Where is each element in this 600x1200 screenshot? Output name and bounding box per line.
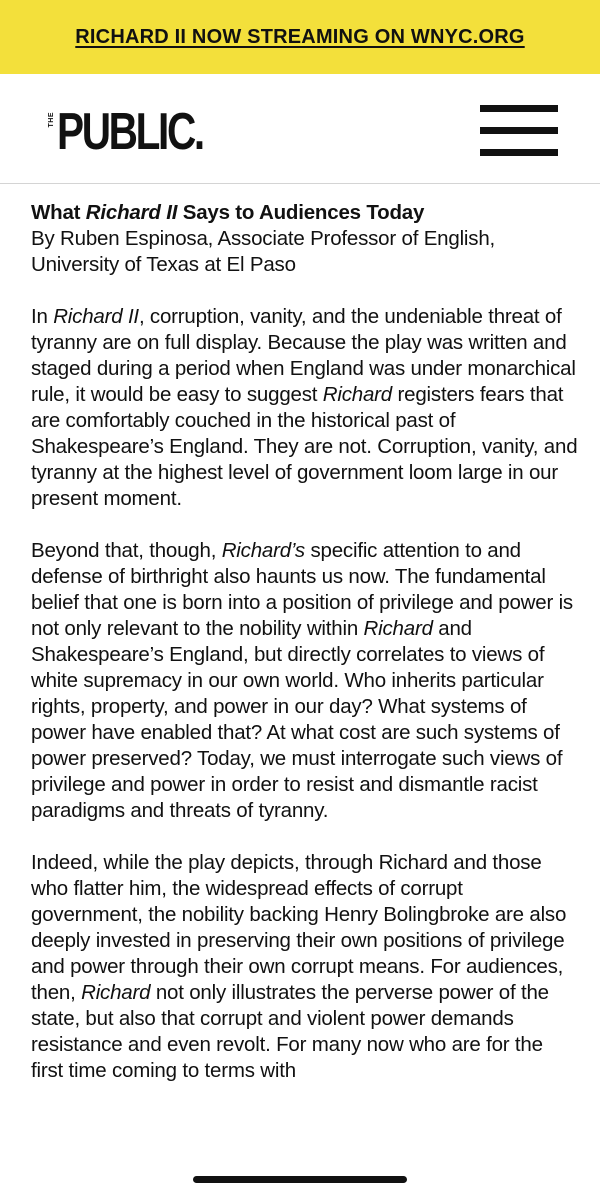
paragraph-3: Indeed, while the play depicts, through Richard and those who flatter him, the widespread effects of corrupt government, the nobility backing Henry Bolingbroke are also deeply invested in preserving their own positions of privilege and power through their own corrupt means. For audiences, then, Richard not only illustrates the perverse power of the state, but also that corrupt and violent power demands resistance and even revolt. For many now who are for the first time coming to terms with	[31, 851, 567, 1082]
paragraph-2: Beyond that, though, Richard’s specific attention to and defense of birthright also haunts us now. The fundamental belief that one is born into a position of privilege and power is not only relevant to the nobility within Richard and Shakespeare’s England, but directly correlates to views of white supremacy in our own world. Who inherits particular rights, property, and power in our day? What systems of power have enabled that? At what cost are such systems of power preserved? Today, we must interrogate such views of privilege and power in order to resist and dismantle racist paradigms and threats of tyranny.	[31, 539, 573, 822]
paragraph-1: In Richard II, corruption, vanity, and the undeniable threat of tyranny are on full display. Because the play was written and staged during a period when England was under monarchical rule, it would be easy to suggest Richard registers fears that are comfortably couched in the historical past of Shakespeare’s England. They are not. Corruption, vanity, and tyranny at the highest level of government loom large in our present moment.	[31, 305, 578, 510]
title-text: Says to Audiences Today	[177, 201, 425, 224]
menu-bar	[480, 149, 558, 156]
article-byline: By Ruben Espinosa, Associate Professor of English, University of Texas at El Paso	[31, 227, 496, 276]
article-title	[31, 200, 579, 226]
site-header	[0, 74, 600, 184]
logo-wordmark: PUBLIC.	[57, 103, 203, 161]
home-indicator[interactable]	[193, 1176, 407, 1183]
announcement-banner	[0, 0, 600, 74]
title-play-name: Richard II	[85, 201, 178, 224]
streaming-link[interactable]: RICHARD II NOW STREAMING ON WNYC.ORG	[75, 25, 525, 48]
public-theater-logo[interactable]	[48, 103, 244, 161]
hamburger-menu-icon[interactable]	[480, 105, 558, 157]
menu-bar	[480, 127, 558, 134]
article-body	[31, 200, 579, 1084]
title-text: What	[31, 201, 86, 224]
logo-the-text: THE	[48, 112, 55, 128]
menu-bar	[480, 105, 558, 112]
